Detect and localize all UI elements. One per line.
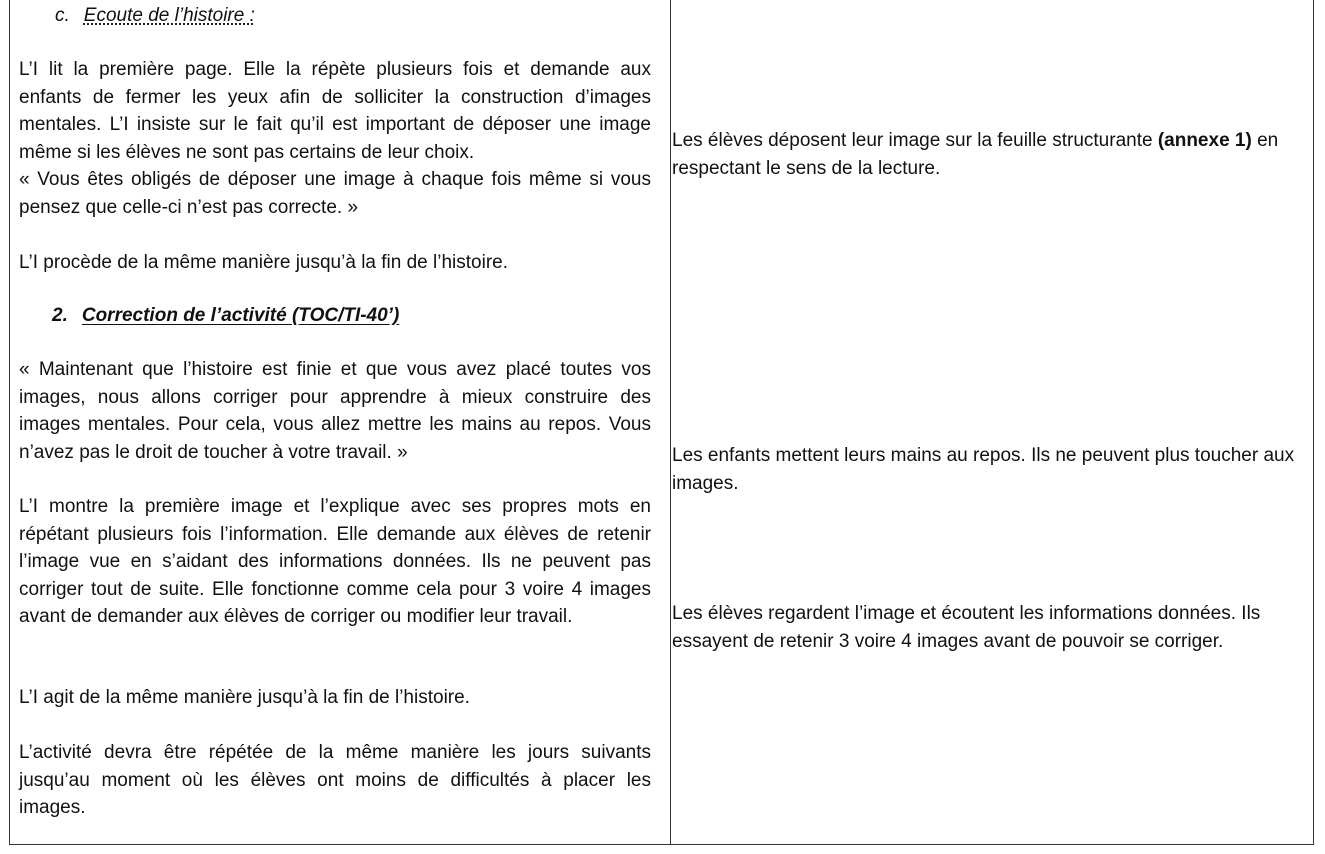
paragraph-pupils-deposit — [672, 127, 1306, 182]
section-marker-2: 2. — [52, 305, 68, 326]
section-heading-c — [55, 2, 255, 29]
paragraph-hands-rest: Les enfants mettent leurs mains au repos. Ils ne peuvent plus toucher aux images. — [672, 445, 1295, 494]
column-divider — [670, 0, 671, 845]
annex-reference: (annexe 1) — [1157, 130, 1252, 151]
paragraph-same-manner: L’I procède de la même manière jusqu’à la fin de l’histoire. — [19, 252, 508, 273]
paragraph-quote-deposit: « Vous êtes obligés de déposer une image à chaque fois même si vous pensez que celle-ci n’est pas correcte. » — [19, 169, 651, 218]
pupils-deposit-text: Les élèves déposent leur image sur la feuille structurante — [672, 130, 1158, 151]
section-title-2: Correction de l’activité (TOC/TI-40’) — [81, 305, 400, 326]
section-title-c: Ecoute de l’histoire : — [83, 5, 255, 26]
pupils-deposit-text-end: en respectant le sens de la lecture. — [672, 130, 1279, 179]
paragraph-same-until-end: L’I agit de la même manière jusqu’à la fin de l’histoire. — [19, 687, 470, 708]
paragraph-show-first-image: L’I montre la première image et l’explique avec ses propres mots en répétant plusieurs fois l’information. Elle demande aux élèves de retenir l’image vue en s’aidant des informations données. Ils ne peuvent pas corriger tout de suite. Elle fonctionne comme cela pour 3 voire 4 images avant de demander aux élèves de corriger ou modifier leur travail. — [19, 496, 651, 627]
paragraph-first-page: L’I lit la première page. Elle la répète plusieurs fois et demande aux enfants de fermer les yeux afin de solliciter la construction d’images mentales. L’I insiste sur le fait qu’il est important de déposer une image même si les élèves ne sont pas certains de leur choix. — [19, 59, 651, 163]
section-marker-c: c. — [55, 5, 70, 26]
section-heading-2 — [52, 302, 399, 329]
paragraph-repeat-activity: L’activité devra être répétée de la même manière les jours suivants jusqu’au moment où les élèves ont moins de difficultés à placer les images. — [19, 742, 651, 818]
paragraph-correction-intro: « Maintenant que l’histoire est finie et que vous avez placé toutes vos images, nous allons corriger pour apprendre à mieux construire des images mentales. Pour cela, vous allez mettre les mains au repos. Vous n’avez pas le droit de toucher à votre travail. » — [19, 359, 651, 463]
paragraph-pupils-watch: Les élèves regardent l’image et écoutent les informations données. Ils essayent de retenir 3 voire 4 images avant de pouvoir se corriger. — [672, 603, 1261, 652]
